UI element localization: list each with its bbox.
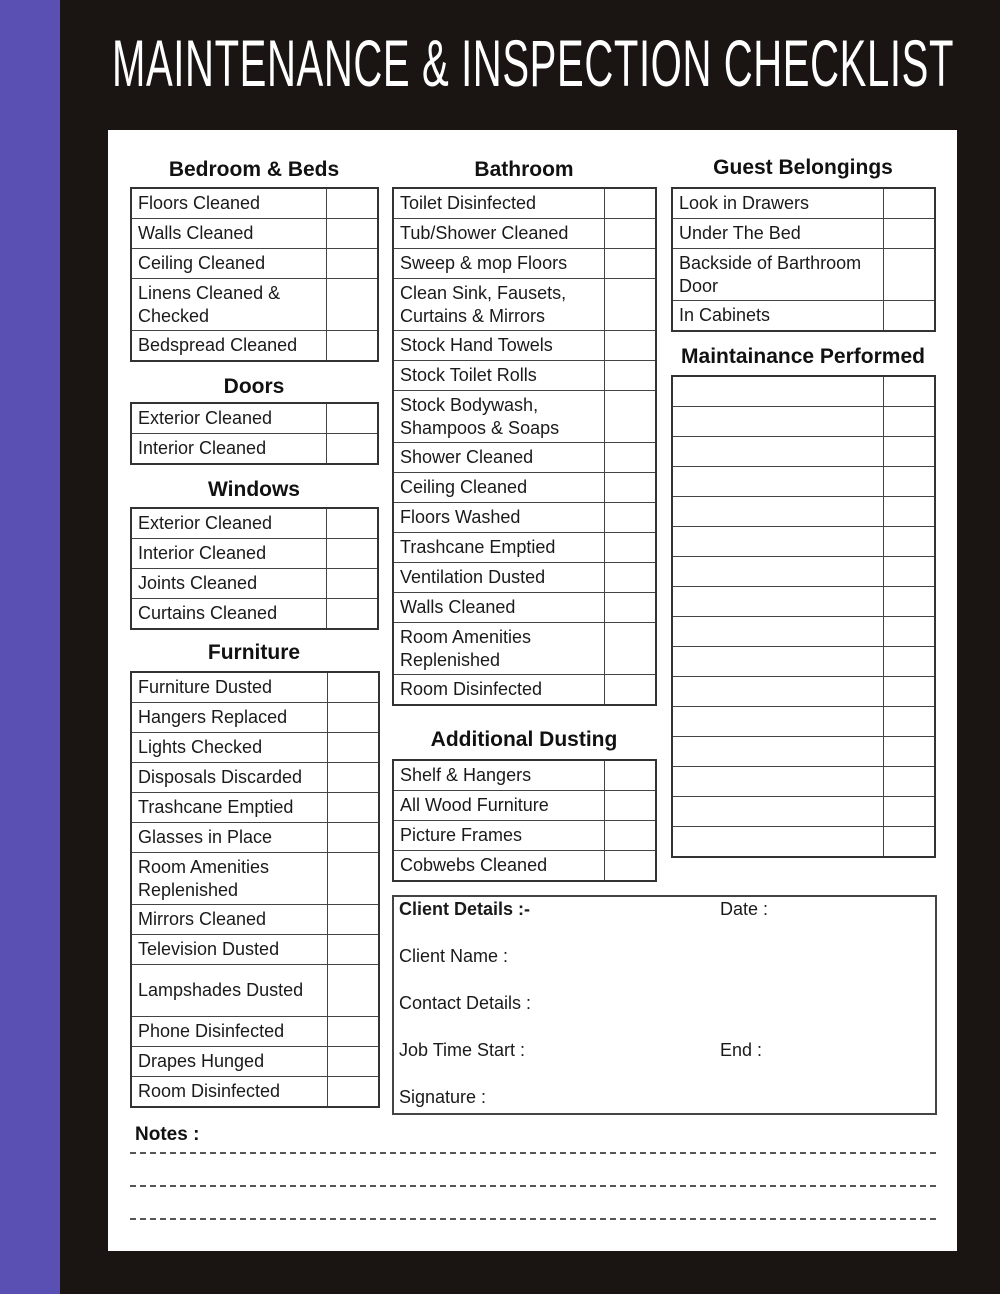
checklist-item-label: Look in Drawers <box>672 188 884 219</box>
checklist-row <box>393 675 656 706</box>
checklist-item-label: All Wood Furniture <box>393 791 605 821</box>
checklist-row <box>393 533 656 563</box>
checklist-row <box>131 965 379 1017</box>
checklist-row <box>131 508 378 539</box>
checkbox[interactable] <box>884 707 936 737</box>
checklist-item-label <box>672 437 884 467</box>
checklist-item-label: Phone Disinfected <box>131 1017 328 1047</box>
checklist-row <box>131 1047 379 1077</box>
checklist-row <box>393 760 656 791</box>
checkbox[interactable] <box>328 703 380 733</box>
windows-table <box>130 507 379 630</box>
notes-line[interactable] <box>130 1152 936 1154</box>
checkbox[interactable] <box>328 733 380 763</box>
checklist-item-label: Stock Bodywash, Shampoos & Soaps <box>393 391 605 443</box>
checkbox[interactable] <box>884 767 936 797</box>
checklist-row <box>131 905 379 935</box>
checkbox[interactable] <box>328 672 380 703</box>
bathroom-table <box>392 187 657 706</box>
heading-guest-belongings: Guest Belongings <box>713 156 893 179</box>
checkbox[interactable] <box>327 188 379 219</box>
checklist-item-label: Linens Cleaned & Checked <box>131 279 327 331</box>
notes-label: Notes : <box>135 1124 200 1145</box>
maintenance-table <box>671 375 936 858</box>
guest-table <box>671 187 936 332</box>
checklist-row <box>672 737 935 767</box>
checklist-item-label <box>672 527 884 557</box>
checklist-item-label: Trashcane Emptied <box>393 533 605 563</box>
checklist-row <box>672 797 935 827</box>
checkbox[interactable] <box>884 188 936 219</box>
checklist-row <box>393 593 656 623</box>
checklist-row <box>393 331 656 361</box>
checkbox[interactable] <box>884 219 936 249</box>
checklist-item-label <box>672 707 884 737</box>
checklist-item-label: Stock Hand Towels <box>393 331 605 361</box>
checklist-row <box>393 249 656 279</box>
checkbox[interactable] <box>884 376 936 407</box>
checkbox[interactable] <box>328 965 380 1017</box>
checklist-item-label <box>672 767 884 797</box>
checklist-row <box>672 497 935 527</box>
heading-doors: Doors <box>223 375 285 398</box>
checkbox[interactable] <box>327 508 379 539</box>
checkbox[interactable] <box>328 1017 380 1047</box>
dusting-table <box>392 759 657 882</box>
checklist-item-label: In Cabinets <box>672 301 884 332</box>
checklist-item-label: Cobwebs Cleaned <box>393 851 605 882</box>
checklist-item-label: Drapes Hunged <box>131 1047 328 1077</box>
checklist-row <box>131 249 378 279</box>
checklist-row <box>672 249 935 301</box>
checklist-item-label <box>672 557 884 587</box>
checklist-item-label: Ceiling Cleaned <box>393 473 605 503</box>
checklist-row <box>672 647 935 677</box>
checkbox[interactable] <box>605 391 657 443</box>
checkbox[interactable] <box>327 331 379 362</box>
client-details-box <box>392 895 937 1115</box>
heading-bedroom: Bedroom & Beds <box>168 158 340 181</box>
checklist-row <box>672 437 935 467</box>
checklist-row <box>393 473 656 503</box>
checklist-item-label <box>672 737 884 767</box>
checklist-item-label <box>672 647 884 677</box>
checklist-row <box>131 733 379 763</box>
checklist-row <box>393 821 656 851</box>
checklist-row <box>672 707 935 737</box>
client-details-label: Client Details :- <box>399 899 531 919</box>
checklist-item-label <box>672 617 884 647</box>
checkbox[interactable] <box>605 851 657 882</box>
checklist-item-label: Mirrors Cleaned <box>131 905 328 935</box>
checklist-row <box>131 331 378 362</box>
checklist-row <box>131 793 379 823</box>
checklist-row <box>131 599 378 630</box>
notes-line[interactable] <box>130 1218 936 1220</box>
checklist-item-label <box>672 827 884 858</box>
checklist-row <box>393 791 656 821</box>
checklist-item-label: Lampshades Dusted <box>131 965 328 1017</box>
checklist-row <box>672 219 935 249</box>
checklist-item-label: Interior Cleaned <box>131 539 327 569</box>
checkbox[interactable] <box>605 533 657 563</box>
checkbox[interactable] <box>884 647 936 677</box>
checkbox[interactable] <box>884 467 936 497</box>
doors-table <box>130 402 379 465</box>
checkbox[interactable] <box>605 675 657 706</box>
checkbox[interactable] <box>605 563 657 593</box>
checklist-row <box>131 219 378 249</box>
checkbox[interactable] <box>327 279 379 331</box>
checklist-row <box>131 1017 379 1047</box>
checklist-item-label <box>672 467 884 497</box>
checkbox[interactable] <box>884 437 936 467</box>
checkbox[interactable] <box>605 443 657 473</box>
checkbox[interactable] <box>605 219 657 249</box>
checklist-item-label: Joints Cleaned <box>131 569 327 599</box>
checkbox[interactable] <box>884 527 936 557</box>
checklist-row <box>131 403 378 434</box>
checklist-item-label: Floors Cleaned <box>131 188 327 219</box>
heading-bathroom: Bathroom <box>474 158 574 181</box>
checklist-item-label <box>672 677 884 707</box>
checkbox[interactable] <box>328 763 380 793</box>
checklist-item-label: Glasses in Place <box>131 823 328 853</box>
checklist-item-label: Television Dusted <box>131 935 328 965</box>
heading-additional-dusting: Additional Dusting <box>430 728 618 751</box>
checklist-item-label: Tub/Shower Cleaned <box>393 219 605 249</box>
checkbox[interactable] <box>605 821 657 851</box>
checkbox[interactable] <box>605 760 657 791</box>
checklist-row <box>393 851 656 882</box>
checkbox[interactable] <box>884 797 936 827</box>
checklist-row <box>672 677 935 707</box>
checklist-row <box>393 391 656 443</box>
checklist-row <box>393 279 656 331</box>
checklist-item-label <box>672 497 884 527</box>
checklist-item-label: Room Amenities Replenished <box>393 623 605 675</box>
checkbox[interactable] <box>884 497 936 527</box>
checklist-item-label: Interior Cleaned <box>131 434 327 465</box>
checkbox[interactable] <box>605 361 657 391</box>
checklist-item-label: Ventilation Dusted <box>393 563 605 593</box>
checkbox[interactable] <box>884 407 936 437</box>
checklist-row <box>393 188 656 219</box>
checklist-item-label: Under The Bed <box>672 219 884 249</box>
checkbox[interactable] <box>605 623 657 675</box>
heading-windows: Windows <box>208 478 300 501</box>
checkbox[interactable] <box>605 503 657 533</box>
checkbox[interactable] <box>327 539 379 569</box>
checklist-row <box>393 503 656 533</box>
checklist-item-label <box>672 797 884 827</box>
checklist-item-label: Picture Frames <box>393 821 605 851</box>
checkbox[interactable] <box>327 599 379 630</box>
job-time-start-label: Job Time Start : <box>399 1040 526 1060</box>
checklist-row <box>131 703 379 733</box>
checklist-item-label <box>672 376 884 407</box>
checkbox[interactable] <box>884 677 936 707</box>
checkbox[interactable] <box>328 793 380 823</box>
notes-line[interactable] <box>130 1185 936 1187</box>
checklist-row <box>131 1077 379 1108</box>
checklist-item-label: Stock Toilet Rolls <box>393 361 605 391</box>
heading-furniture: Furniture <box>207 641 301 664</box>
checklist-row <box>672 527 935 557</box>
checkbox[interactable] <box>884 587 936 617</box>
checklist-row <box>131 279 378 331</box>
checkbox[interactable] <box>327 569 379 599</box>
checkbox[interactable] <box>327 434 379 465</box>
checkbox[interactable] <box>328 905 380 935</box>
checkbox[interactable] <box>884 557 936 587</box>
checklist-item-label: Walls Cleaned <box>131 219 327 249</box>
checklist-row <box>393 623 656 675</box>
checkbox[interactable] <box>605 279 657 331</box>
client-name-label: Client Name : <box>399 946 509 966</box>
checklist-item-label: Furniture Dusted <box>131 672 328 703</box>
furniture-table <box>130 671 380 1108</box>
checkbox[interactable] <box>328 853 380 905</box>
checklist-row <box>672 376 935 407</box>
checklist-item-label: Hangers Replaced <box>131 703 328 733</box>
checklist-item-label: Walls Cleaned <box>393 593 605 623</box>
checklist-item-label: Disposals Discarded <box>131 763 328 793</box>
checklist-panel <box>108 130 957 1251</box>
heading-maintenance-performed: Maintainance Performed <box>681 345 925 368</box>
checklist-row <box>672 767 935 797</box>
checkbox[interactable] <box>605 473 657 503</box>
checkbox[interactable] <box>327 403 379 434</box>
checkbox[interactable] <box>884 301 936 332</box>
checklist-row <box>672 827 935 858</box>
checklist-row <box>131 823 379 853</box>
checklist-row <box>131 853 379 905</box>
checklist-row <box>672 617 935 647</box>
date-label: Date : <box>720 899 769 919</box>
checklist-item-label: Clean Sink, Fausets, Curtains & Mirrors <box>393 279 605 331</box>
checklist-item-label: Sweep & mop Floors <box>393 249 605 279</box>
checkbox[interactable] <box>605 249 657 279</box>
checkbox[interactable] <box>605 791 657 821</box>
signature-label: Signature : <box>399 1087 487 1107</box>
checklist-row <box>672 587 935 617</box>
checkbox[interactable] <box>884 617 936 647</box>
checklist-row <box>672 188 935 219</box>
checkbox[interactable] <box>884 827 936 858</box>
checklist-item-label: Room Disinfected <box>393 675 605 706</box>
checklist-item-label: Room Amenities Replenished <box>131 853 328 905</box>
checklist-row <box>131 935 379 965</box>
checklist-row <box>131 539 378 569</box>
checklist-row <box>672 467 935 497</box>
checklist-item-label: Bedspread Cleaned <box>131 331 327 362</box>
checklist-row <box>131 434 378 465</box>
checklist-row <box>393 443 656 473</box>
accent-strip <box>0 0 60 1294</box>
checklist-row <box>672 407 935 437</box>
checklist-row <box>131 763 379 793</box>
checklist-row <box>393 361 656 391</box>
checklist-row <box>131 672 379 703</box>
page-title: MAINTENANCE & INSPECTION CHECKLIST <box>112 26 955 100</box>
checkbox[interactable] <box>884 737 936 767</box>
checklist-row <box>393 563 656 593</box>
end-label: End : <box>720 1040 763 1060</box>
checkbox[interactable] <box>328 1077 380 1108</box>
checklist-item-label: Backside of Barthroom Door <box>672 249 884 301</box>
bedroom-table <box>130 187 379 362</box>
checklist-item-label <box>672 587 884 617</box>
checklist-item-label: Shelf & Hangers <box>393 760 605 791</box>
checkbox[interactable] <box>328 823 380 853</box>
contact-details-label: Contact Details : <box>399 993 532 1013</box>
checklist-item-label: Room Disinfected <box>131 1077 328 1108</box>
checkbox[interactable] <box>328 935 380 965</box>
checkbox[interactable] <box>328 1047 380 1077</box>
checklist-item-label: Ceiling Cleaned <box>131 249 327 279</box>
checkbox[interactable] <box>327 249 379 279</box>
checklist-item-label: Floors Washed <box>393 503 605 533</box>
checkbox[interactable] <box>605 331 657 361</box>
checklist-item-label: Shower Cleaned <box>393 443 605 473</box>
checklist-item-label: Exterior Cleaned <box>131 403 327 434</box>
checklist-item-label: Lights Checked <box>131 733 328 763</box>
checklist-item-label: Toilet Disinfected <box>393 188 605 219</box>
checklist-item-label <box>672 407 884 437</box>
checklist-row <box>672 301 935 332</box>
checklist-row <box>131 188 378 219</box>
checkbox[interactable] <box>327 219 379 249</box>
checklist-item-label: Curtains Cleaned <box>131 599 327 630</box>
checklist-row <box>131 569 378 599</box>
checklist-item-label: Exterior Cleaned <box>131 508 327 539</box>
checklist-item-label: Trashcane Emptied <box>131 793 328 823</box>
checkbox[interactable] <box>884 249 936 301</box>
checkbox[interactable] <box>605 188 657 219</box>
checklist-row <box>393 219 656 249</box>
checkbox[interactable] <box>605 593 657 623</box>
checklist-row <box>672 557 935 587</box>
